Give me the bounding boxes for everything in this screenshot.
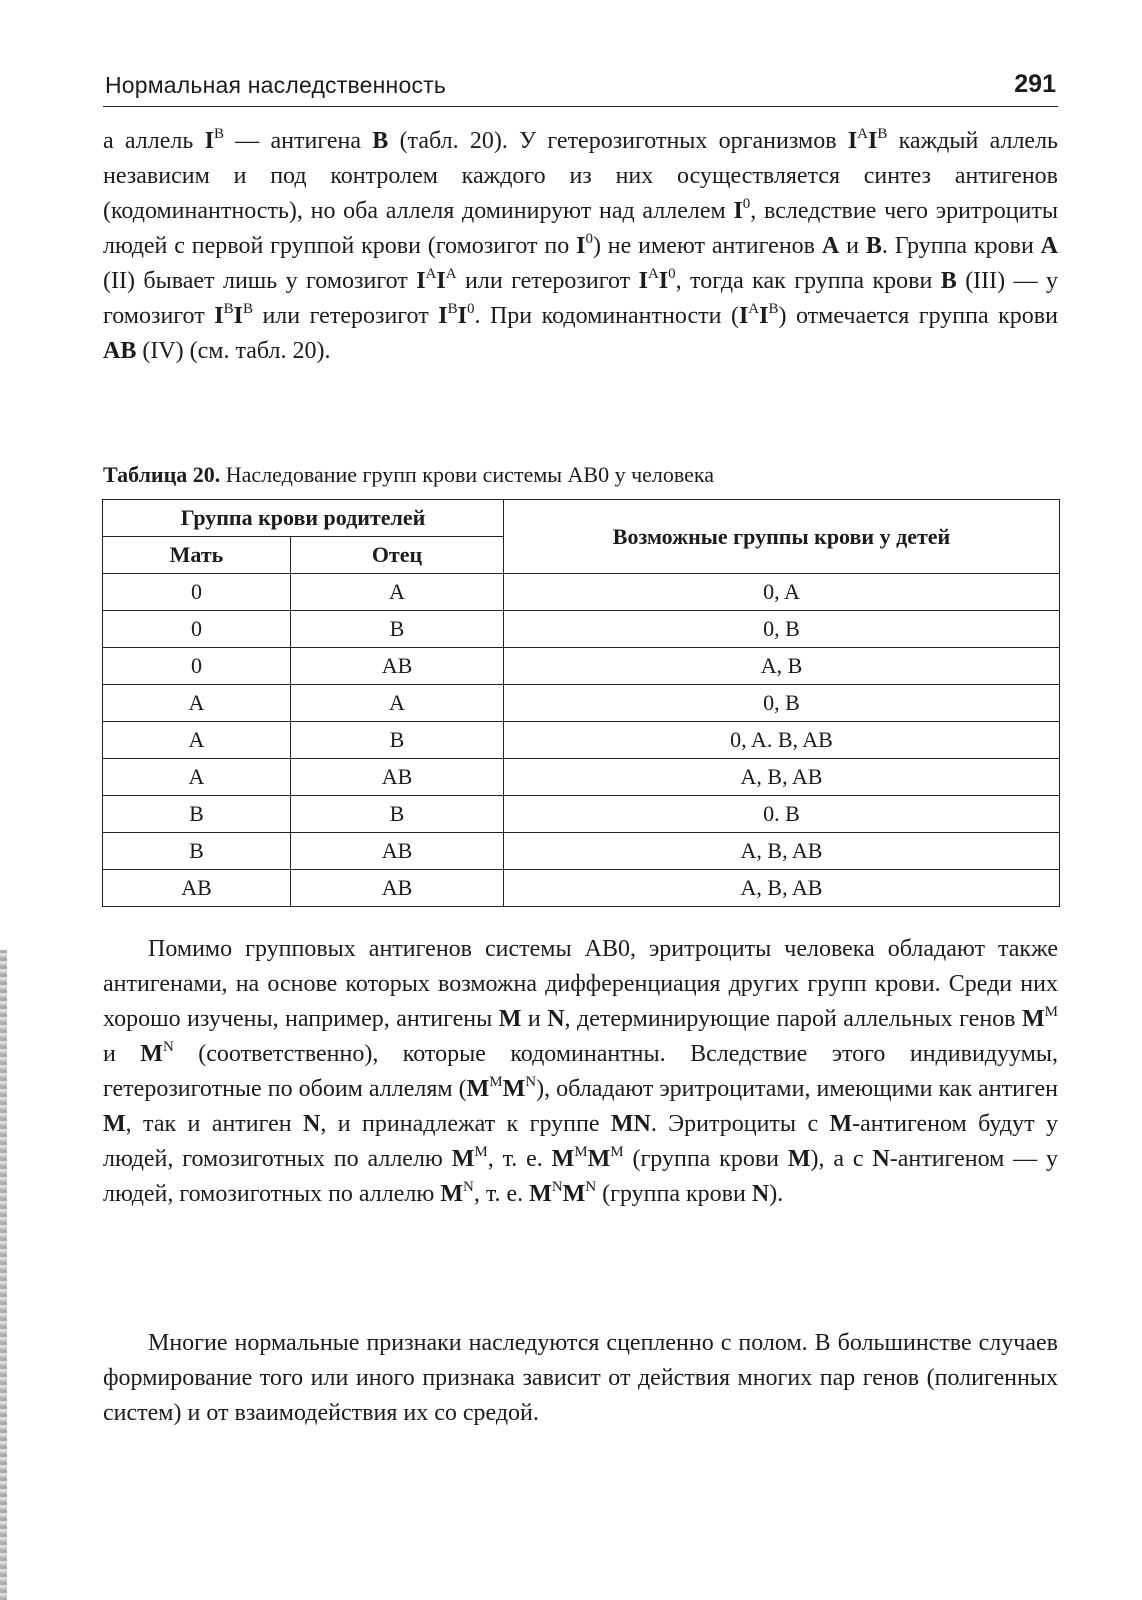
para1-run: A [748,301,760,317]
para1-run: 0 [742,196,751,212]
para2-run: , так и антиген [125,1111,304,1137]
table-row [103,685,1060,722]
cell-father: AB [291,833,504,870]
para1-run: B [372,128,389,154]
para1-run: I [658,268,669,294]
cell-children: 0, A [504,574,1060,611]
table-caption-text: Наследование групп крови системы AB0 у человека [220,462,715,487]
para1-run: 0 [466,301,475,317]
blood-group-table [102,499,1060,907]
cell-mother: A [103,685,291,722]
table-row [103,648,1060,685]
para2-run: -антигеном — у людей, гомозиготных по аллелю [103,1146,1058,1207]
header-mother: Мать [103,537,291,574]
para2-run: M [466,1076,490,1102]
para1-run: а аллель [103,128,205,154]
cell-father: A [291,685,504,722]
para1-run: I [438,303,448,329]
para1-run: , тогда как группа крови [675,268,941,294]
para1-run: I [416,268,426,294]
para1-run: AB [103,338,137,364]
para1-run: (IV) (см. табл. 20). [136,338,331,364]
table-row [103,759,1060,796]
cell-father: B [291,611,504,648]
para1-run: 0 [668,266,676,282]
header-father: Отец [291,537,504,574]
table-row [103,796,1060,833]
para2-run: M [489,1074,503,1090]
cell-father: B [291,796,504,833]
para2-run: M [587,1146,611,1172]
cell-mother: AB [103,870,291,907]
para1-run: A [445,266,457,282]
para2-run: N [525,1074,537,1090]
cell-children: A, B, AB [504,833,1060,870]
para2-run: M [574,1144,588,1160]
para1-run: 0 [585,231,593,247]
para1-run: I [868,128,878,154]
para2-run: M [440,1181,463,1207]
para2-run: , т. е. [487,1146,552,1172]
para2-run: M [829,1111,853,1137]
paragraph-1 [103,124,1058,369]
para1-run: (III) — у гомозигот [103,268,1059,329]
para2-run: ), обладают эритроцитами, имеющими как антиген [536,1076,1058,1102]
cell-children: 0, A. B, AB [504,722,1060,759]
para1-run: B [768,301,779,317]
para1-run: A [647,266,659,282]
para2-run: -антигеном будут у людей, гомозиготных по аллелю [103,1111,1059,1172]
para1-run: I [576,233,586,259]
running-head-title: Нормальная наследственность [105,72,447,98]
header-parents: Группа крови родителей [103,500,504,537]
para1-run: I [738,303,749,329]
header-children: Возможные группы крови у детей [504,500,1060,574]
para2-run: Помимо групповых антигенов системы AB0, эритроциты человека обладают также антигенами, на основе которых возможна дифференциация других групп крови. Среди них хорошо изучены, например, антигены [103,936,1058,1032]
para1-run: B [213,126,224,142]
para1-run: и [839,233,866,259]
para1-run: B [940,268,957,294]
table-body [103,574,1060,907]
para1-run: A [1040,233,1058,259]
para1-run: B [865,233,882,259]
para1-run: (II) бывает лишь у гомозигот [103,268,417,294]
para2-run: , детерминирующие парой аллельных генов [564,1006,1022,1032]
para2-run: и [103,1041,141,1067]
para2-run: MN [610,1111,651,1137]
para2-run: M [474,1144,488,1160]
para2-run: N [872,1146,890,1172]
page-number: 291 [1014,70,1056,98]
cell-mother: A [103,759,291,796]
cell-father: A [291,574,504,611]
cell-mother: B [103,833,291,870]
table-row [103,574,1060,611]
para1-run: — антигена [223,128,373,154]
para2-run: M [103,1111,126,1137]
para1-run: I [436,268,446,294]
para1-run: ) не имеют антигенов [592,233,822,259]
para2-run: (группа крови [596,1181,752,1207]
cell-children: A, B [504,648,1060,685]
para1-run: A [857,126,868,142]
paragraph-3 [103,1326,1058,1431]
cell-mother: 0 [103,648,291,685]
para1-run: I [214,303,224,329]
para1-run: A [821,233,840,259]
para2-run: M [562,1181,586,1207]
para1-run: каждый аллель независим и под контролем каждого из них осуществляется синтез антигенов (кодоминантность), но оба аллеля доминируют над аллелем [103,128,1059,224]
table-caption [103,462,1058,488]
para2-run: M [1022,1006,1045,1032]
table-caption-label: Таблица 20. [103,462,221,487]
cell-children: 0, B [504,611,1060,648]
para2-run: , и принадлежат к группе [320,1111,611,1137]
para2-run: , т. е. [473,1181,530,1207]
para1-run: B [242,301,253,317]
cell-father: AB [291,648,504,685]
cell-mother: B [103,796,291,833]
para3-run: Многие нормальные признаки наследуются сцепленно с полом. В большинстве случаев формирование того или иного признака зависит от действия многих пар генов (полигенных систем) и от взаимодействия их со средой. [103,1330,1058,1426]
cell-children: A, B, AB [504,759,1060,796]
para2-run: (группа крови [623,1146,788,1172]
scan-edge-shadow [0,950,7,1600]
para1-run: I [638,268,648,294]
para1-run: A [425,266,437,282]
paragraph-2 [103,932,1058,1212]
para2-run: N [751,1181,770,1207]
cell-father: AB [291,759,504,796]
para2-run: M [1044,1004,1058,1020]
para1-run: . Группа крови [881,233,1041,259]
para2-run: N [585,1179,597,1195]
running-head [103,70,1058,107]
para1-run: . При кодоминантности ( [474,303,739,329]
cell-children: A, B, AB [504,870,1060,907]
para1-run: или гетерозигот [252,303,439,329]
para2-run: (соответственно), которые кодоминантны. Вследствие этого индивидуумы, гетерозиготные по обоим аллелям ( [103,1041,1058,1102]
table-row [103,611,1060,648]
para2-run: M [551,1146,575,1172]
cell-mother: A [103,722,291,759]
cell-mother: 0 [103,574,291,611]
table-row [103,833,1060,870]
para1-run: ) отмечается группа крови [778,303,1058,329]
para2-run: M [502,1076,526,1102]
table-row [103,722,1060,759]
cell-father: B [291,722,504,759]
cell-children: 0, B [504,685,1060,722]
para2-run: N [462,1179,474,1195]
para1-run: I [733,198,743,224]
para2-run: ), а с [810,1146,873,1172]
para2-run: N [162,1039,174,1055]
para1-run: I [457,303,467,329]
para1-run: или гетерозигот [456,268,639,294]
para2-run: M [140,1041,163,1067]
para2-run: M [498,1006,522,1032]
para2-run: M [610,1144,624,1160]
cell-father: AB [291,870,504,907]
para1-run: (табл. 20). У гетерозиготных организмов [388,128,848,154]
para1-run: I [204,128,214,154]
cell-children: 0. B [504,796,1060,833]
para1-run: I [847,128,858,154]
para1-run: B [447,301,458,317]
para2-run: N [551,1179,563,1195]
para2-run: M [451,1146,475,1172]
para2-run: N [303,1111,321,1137]
para1-run: B [877,126,888,142]
para2-run: . Эритроциты с [650,1111,830,1137]
para2-run: N [547,1006,565,1032]
para2-run: ). [769,1181,784,1207]
para1-run: B [223,301,234,317]
para1-run: I [233,303,243,329]
table-row [103,870,1060,907]
para2-run: M [787,1146,811,1172]
para2-run: M [529,1181,552,1207]
para1-run: , вследствие чего эритроциты людей с первой группой крови (гомозигот по [103,198,1059,259]
para1-run: I [759,303,769,329]
para2-run: и [521,1006,548,1032]
cell-mother: 0 [103,611,291,648]
